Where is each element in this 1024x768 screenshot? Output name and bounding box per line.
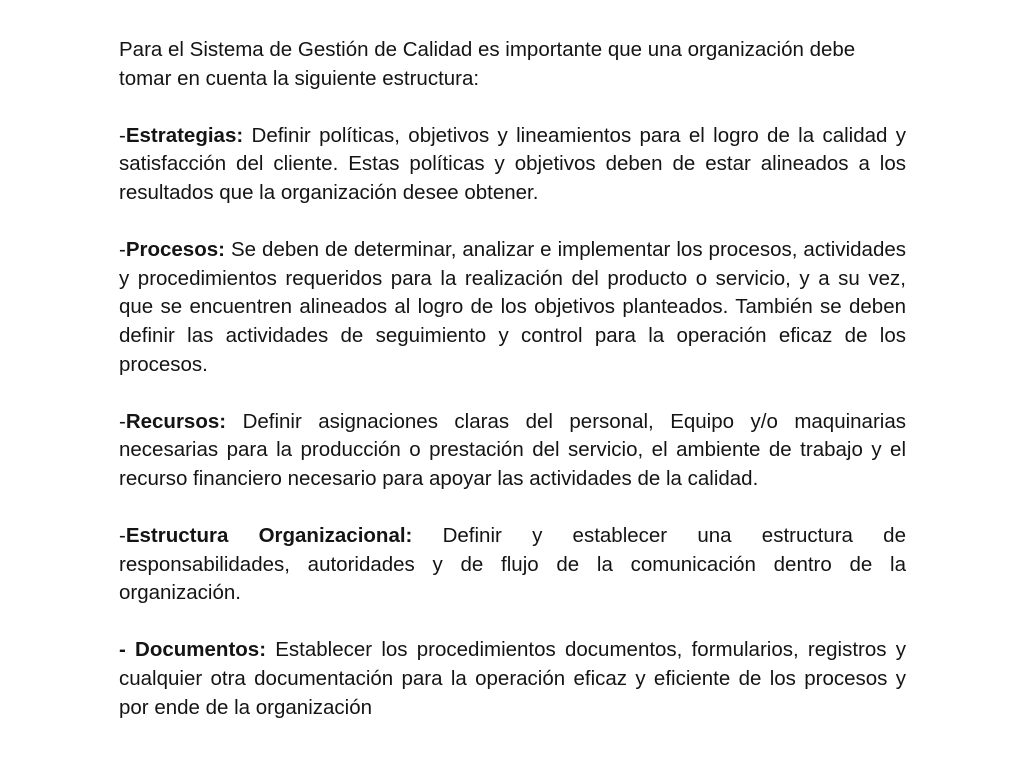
strategies-paragraph — [119, 122, 906, 208]
processes-prefix: - — [119, 238, 126, 262]
strategies-term: Estrategias: — [125, 123, 244, 147]
strategies-text: Definir políticas, objetivos y lineamientos para el logro de la calidad y satisfacción del cliente. Estas políticas y objetivos deben de estar alineados a los resultados que la organización desee obtener. — [119, 123, 906, 204]
organizational-structure-text: Definir y establecer una estructura de responsabilidades, autoridades y de flujo de la comunicación dentro de la organización. — [119, 524, 906, 605]
documents-text: Establecer los procedimientos documentos, formularios, registros y cualquier otra documentación para la operación eficaz y eficiente de los procesos y por ende de la organización — [119, 638, 906, 719]
resources-prefix: - — [119, 409, 126, 433]
strategies-prefix: - — [119, 123, 126, 147]
resources-term: Recursos: — [125, 409, 227, 433]
organizational-structure-term: Estructura Organizacional: — [125, 524, 413, 548]
processes-term: Procesos: — [125, 238, 225, 262]
organizational-structure-paragraph — [119, 522, 906, 608]
documents-term: - Documentos: — [119, 638, 267, 662]
resources-paragraph — [119, 408, 906, 494]
organizational-structure-prefix: - — [119, 524, 126, 548]
processes-text: Se deben de determinar, analizar e implementar los procesos, actividades y procedimientos requeridos para la realización del producto o servicio, y a su vez, que se encuentren alineados al logro de los objetivos planteados. También se deben definir las actividades de seguimiento y control para la operación eficaz de los procesos. — [119, 238, 906, 376]
documents-paragraph — [119, 636, 906, 722]
processes-paragraph — [119, 236, 906, 379]
intro-paragraph: Para el Sistema de Gestión de Calidad es importante que una organización debe tomar en cuenta la siguiente estructura: — [119, 38, 856, 90]
slide-content — [119, 36, 906, 722]
resources-text: Definir asignaciones claras del personal, Equipo y/o maquinarias necesarias para la producción o prestación del servicio, el ambiente de trabajo y el recurso financiero necesario para apoyar las actividades de la calidad. — [119, 409, 906, 490]
